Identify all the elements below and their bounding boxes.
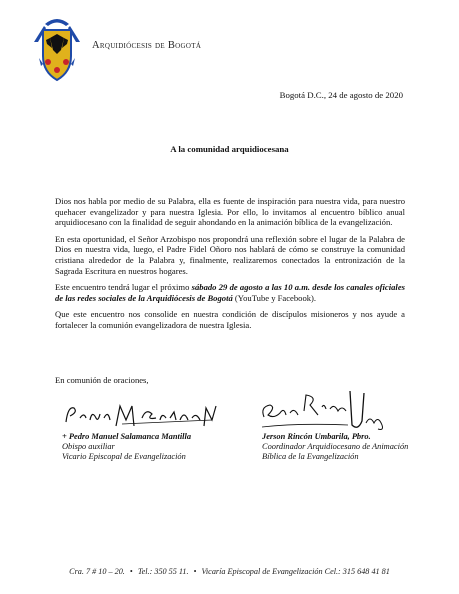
signer-right-name: Jerson Rincón Umbarila, Pbro. xyxy=(262,432,371,441)
paragraph-4: Que este encuentro nos consolide en nuestra condición de discípulos misioneros y nos ayude a fortalecer la comunión evangelizadora de nuestra Iglesia. xyxy=(55,309,405,330)
letter-body xyxy=(55,196,405,337)
paragraph-3-start: Este encuentro tendrá lugar el próximo xyxy=(55,282,192,293)
closing-line: En comunión de oraciones, xyxy=(55,375,149,385)
signer-left-name: + Pedro Manuel Salamanca Mantilla xyxy=(62,432,192,441)
signer-left xyxy=(62,432,191,462)
signer-right-role-1: Coordinador Arquidiocesano de Animación xyxy=(262,442,409,451)
footer-phone: Tel.: 350 55 11. xyxy=(137,567,189,576)
paragraph-1: Dios nos habla por medio de su Palabra, ella es fuente de inspiración para nuestra vida, para nuestro quehacer evangelizador y para nuestra Iglesia. Por ello, lo invitamos al encuentro bíblico anual arquidiocesano con la finalidad de seguir ahondando en la animación bíblica de la evangelización. xyxy=(55,196,405,228)
letter-title: A la comunidad arquidiocesana xyxy=(170,144,289,154)
footer-address: Cra. 7 # 10 – 20. xyxy=(69,567,125,576)
signer-left-role-2: Vicario Episcopal de Evangelización xyxy=(62,452,186,461)
footer-office: Vicaría Episcopal de Evangelización Cel.: 315 648 41 81 xyxy=(201,567,390,576)
signer-right xyxy=(262,432,408,462)
signer-left-role-1: Obispo auxiliar xyxy=(62,442,115,451)
event-details: sábado 29 de agosto a las 10 a.m. desde los canales oficiales de las redes sociales de la Arquidiócesis de Bogotá xyxy=(55,282,405,303)
signer-right-role-2: Bíblica de la Evangelización xyxy=(262,452,359,461)
organization-name: Arquidiócesis de Bogotá xyxy=(92,40,202,51)
letter-date: Bogotá D.C., 24 de agosto de 2020 xyxy=(279,90,403,100)
signature-right xyxy=(258,385,388,437)
footer-separator: • xyxy=(129,567,133,576)
footer-separator: • xyxy=(193,567,197,576)
signature-left xyxy=(62,400,217,430)
coat-of-arms-icon xyxy=(30,14,84,84)
paragraph-2: En esta oportunidad, el Señor Arzobispo nos propondrá una reflexión sobre el lugar de la Palabra de Dios en nuestra vida, luego, el Padre Fidel Oñoro nos hablará de cómo se construye la comunidad cristiana alrededor de la Palabra y, finalmente, realizaremos conectados la entronización de la Sagrada Escritura en nuestros hogares. xyxy=(55,233,405,276)
paragraph-3 xyxy=(55,282,405,303)
footer xyxy=(0,567,459,576)
paragraph-3-end: (YouTube y Facebook). xyxy=(232,292,317,303)
